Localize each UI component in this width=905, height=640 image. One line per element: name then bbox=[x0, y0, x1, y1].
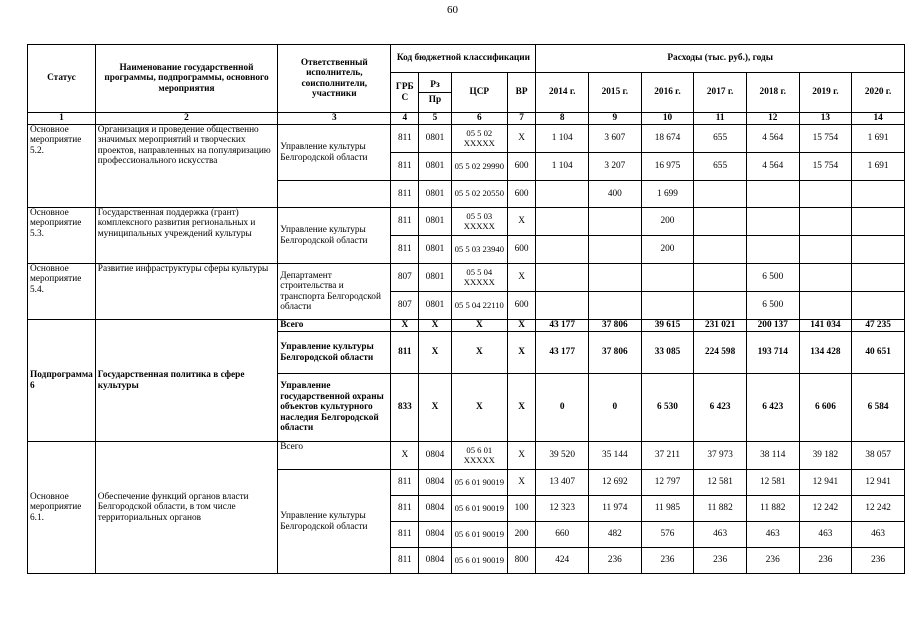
value-cell: 33 085 bbox=[641, 332, 694, 374]
value-cell: 40 651 bbox=[852, 332, 905, 374]
value-cell: 655 bbox=[694, 125, 747, 153]
rzpr-cell: 0804 bbox=[419, 442, 452, 470]
value-cell bbox=[694, 208, 747, 236]
vr-cell: X bbox=[507, 125, 536, 153]
rzpr-cell: 0804 bbox=[419, 470, 452, 496]
value-cell: 39 520 bbox=[536, 442, 589, 470]
value-cell bbox=[589, 236, 642, 264]
value-cell: 1 691 bbox=[852, 125, 905, 153]
csr-cell: 05 6 01 90019 bbox=[451, 522, 507, 548]
grbs-cell: 811 bbox=[391, 181, 419, 208]
value-cell: 38 114 bbox=[746, 442, 799, 470]
executor-cell: Управление культуры Белгородской области bbox=[278, 332, 391, 374]
grbs-cell: 807 bbox=[391, 292, 419, 320]
value-cell: 134 428 bbox=[799, 332, 852, 374]
vr-cell: X bbox=[507, 320, 536, 332]
header-status: Статус bbox=[28, 45, 96, 113]
value-cell: 236 bbox=[694, 548, 747, 574]
value-cell: 236 bbox=[589, 548, 642, 574]
col-number: 3 bbox=[278, 113, 391, 125]
col-number: 14 bbox=[852, 113, 905, 125]
col-number: 6 bbox=[451, 113, 507, 125]
value-cell: 43 177 bbox=[536, 332, 589, 374]
value-cell: 200 bbox=[641, 208, 694, 236]
header-expenses: Расходы (тыс. руб.), годы bbox=[536, 45, 905, 73]
header-rz: Рз bbox=[419, 78, 451, 93]
value-cell: 47 235 bbox=[852, 320, 905, 332]
value-cell: 35 144 bbox=[589, 442, 642, 470]
col-number: 4 bbox=[391, 113, 419, 125]
value-cell bbox=[852, 264, 905, 292]
csr-cell: 05 5 03 23940 bbox=[451, 236, 507, 264]
grbs-cell: X bbox=[391, 320, 419, 332]
col-number: 1 bbox=[28, 113, 96, 125]
value-cell bbox=[799, 236, 852, 264]
value-cell: 38 057 bbox=[852, 442, 905, 470]
vr-cell: X bbox=[507, 374, 536, 442]
table-row-total bbox=[28, 320, 905, 332]
col-number: 2 bbox=[95, 113, 277, 125]
rzpr-cell: 0801 bbox=[419, 181, 452, 208]
value-cell: 463 bbox=[694, 522, 747, 548]
value-cell: 15 754 bbox=[799, 125, 852, 153]
rzpr-cell: 0804 bbox=[419, 548, 452, 574]
executor-cell-empty bbox=[278, 181, 391, 208]
value-cell: 6 606 bbox=[799, 374, 852, 442]
value-cell: 463 bbox=[852, 522, 905, 548]
col-number: 8 bbox=[536, 113, 589, 125]
value-cell: 12 581 bbox=[746, 470, 799, 496]
value-cell bbox=[641, 292, 694, 320]
grbs-cell: 811 bbox=[391, 496, 419, 522]
vr-cell: 600 bbox=[507, 181, 536, 208]
csr-cell: 05 6 01 90019 bbox=[451, 548, 507, 574]
value-cell: 13 407 bbox=[536, 470, 589, 496]
value-cell: 0 bbox=[536, 374, 589, 442]
grbs-cell: 811 bbox=[391, 470, 419, 496]
value-cell: 12 242 bbox=[799, 496, 852, 522]
value-cell: 141 034 bbox=[799, 320, 852, 332]
table-row bbox=[28, 208, 905, 236]
header-year: 2015 г. bbox=[589, 73, 642, 113]
value-cell bbox=[799, 292, 852, 320]
csr-cell: 05 5 04 22110 bbox=[451, 292, 507, 320]
value-cell: 4 564 bbox=[746, 153, 799, 181]
value-cell bbox=[589, 208, 642, 236]
csr-cell: 05 5 02 29990 bbox=[451, 153, 507, 181]
value-cell: 463 bbox=[746, 522, 799, 548]
status-cell: Основное мероприятие 5.3. bbox=[28, 208, 96, 264]
executor-cell: Управление государственной охраны объектов культурного наследия Белгородской области bbox=[278, 374, 391, 442]
value-cell: 6 530 bbox=[641, 374, 694, 442]
csr-cell: 05 5 02 20550 bbox=[451, 181, 507, 208]
header-grbs: ГРБ С bbox=[391, 73, 419, 113]
name-cell: Обеспечение функций органов власти Белгородской области, в том числе территориальных органов bbox=[95, 442, 277, 574]
vr-cell: 800 bbox=[507, 548, 536, 574]
csr-cell: X bbox=[451, 332, 507, 374]
table-row bbox=[28, 125, 905, 153]
value-cell: 193 714 bbox=[746, 332, 799, 374]
executor-cell: Департамент строительства и транспорта Белгородской области bbox=[278, 264, 391, 320]
rzpr-cell: X bbox=[419, 374, 452, 442]
vr-cell: 600 bbox=[507, 153, 536, 181]
header-budget-code: Код бюджетной классификации bbox=[391, 45, 536, 73]
value-cell: 37 211 bbox=[641, 442, 694, 470]
value-cell: 18 674 bbox=[641, 125, 694, 153]
value-cell: 37 806 bbox=[589, 332, 642, 374]
csr-cell: 05 6 01 90019 bbox=[451, 496, 507, 522]
value-cell: 12 242 bbox=[852, 496, 905, 522]
value-cell: 0 bbox=[589, 374, 642, 442]
grbs-cell: 811 bbox=[391, 153, 419, 181]
status-cell: Основное мероприятие 5.2. bbox=[28, 125, 96, 208]
value-cell bbox=[694, 236, 747, 264]
vr-cell: X bbox=[507, 442, 536, 470]
value-cell bbox=[852, 236, 905, 264]
value-cell bbox=[852, 181, 905, 208]
value-cell bbox=[641, 264, 694, 292]
rzpr-cell: X bbox=[419, 332, 452, 374]
vr-cell: 200 bbox=[507, 522, 536, 548]
value-cell: 37 806 bbox=[589, 320, 642, 332]
csr-cell: X bbox=[451, 320, 507, 332]
value-cell bbox=[536, 208, 589, 236]
header-row bbox=[28, 45, 905, 73]
name-cell: Развитие инфраструктуры сферы культуры bbox=[95, 264, 277, 320]
header-executor: Ответственный исполнитель, соисполнители, участники bbox=[278, 45, 391, 113]
value-cell bbox=[746, 181, 799, 208]
rzpr-cell: 0801 bbox=[419, 236, 452, 264]
rzpr-cell: 0801 bbox=[419, 292, 452, 320]
header-name: Наименование государственной программы, подпрограммы, основного мероприятия bbox=[95, 45, 277, 113]
vr-cell: 100 bbox=[507, 496, 536, 522]
status-cell: Подпрограмма 6 bbox=[28, 320, 96, 442]
rzpr-cell: 0801 bbox=[419, 208, 452, 236]
page-number: 60 bbox=[447, 4, 458, 16]
value-cell: 200 bbox=[641, 236, 694, 264]
value-cell: 12 941 bbox=[852, 470, 905, 496]
value-cell: 43 177 bbox=[536, 320, 589, 332]
value-cell bbox=[589, 292, 642, 320]
value-cell bbox=[536, 292, 589, 320]
col-number: 11 bbox=[694, 113, 747, 125]
executor-cell: Управление культуры Белгородской области bbox=[278, 470, 391, 574]
value-cell: 236 bbox=[746, 548, 799, 574]
rzpr-cell: 0801 bbox=[419, 153, 452, 181]
value-cell bbox=[536, 236, 589, 264]
value-cell bbox=[694, 264, 747, 292]
csr-cell: 05 5 02 XXXXX bbox=[451, 125, 507, 153]
value-cell bbox=[799, 181, 852, 208]
grbs-cell: 807 bbox=[391, 264, 419, 292]
vr-cell: X bbox=[507, 264, 536, 292]
value-cell: 236 bbox=[641, 548, 694, 574]
value-cell: 12 581 bbox=[694, 470, 747, 496]
value-cell bbox=[852, 292, 905, 320]
grbs-cell: 833 bbox=[391, 374, 419, 442]
value-cell: 424 bbox=[536, 548, 589, 574]
value-cell: 12 941 bbox=[799, 470, 852, 496]
header-rz-pr bbox=[419, 73, 452, 113]
grbs-cell: X bbox=[391, 442, 419, 470]
value-cell: 576 bbox=[641, 522, 694, 548]
value-cell: 12 323 bbox=[536, 496, 589, 522]
value-cell: 11 974 bbox=[589, 496, 642, 522]
value-cell bbox=[799, 208, 852, 236]
grbs-cell: 811 bbox=[391, 548, 419, 574]
name-cell: Государственная поддержка (грант) комплексного развития региональных и муниципальных учреждений культуры bbox=[95, 208, 277, 264]
value-cell: 660 bbox=[536, 522, 589, 548]
value-cell: 1 691 bbox=[852, 153, 905, 181]
value-cell bbox=[536, 264, 589, 292]
header-year: 2020 г. bbox=[852, 73, 905, 113]
value-cell: 231 021 bbox=[694, 320, 747, 332]
value-cell: 224 598 bbox=[694, 332, 747, 374]
grbs-cell: 811 bbox=[391, 236, 419, 264]
value-cell bbox=[694, 181, 747, 208]
value-cell: 4 564 bbox=[746, 125, 799, 153]
value-cell: 39 615 bbox=[641, 320, 694, 332]
header-vr: ВР bbox=[507, 73, 536, 113]
csr-cell: 05 5 03 XXXXX bbox=[451, 208, 507, 236]
executor-cell: Всего bbox=[278, 442, 391, 470]
status-cell: Основное мероприятие 5.4. bbox=[28, 264, 96, 320]
value-cell: 236 bbox=[852, 548, 905, 574]
header-year: 2017 г. bbox=[694, 73, 747, 113]
value-cell: 15 754 bbox=[799, 153, 852, 181]
rzpr-cell: 0801 bbox=[419, 264, 452, 292]
name-cell: Государственная политика в сфере культуры bbox=[95, 320, 277, 442]
header-csr: ЦСР bbox=[451, 73, 507, 113]
vr-cell: 600 bbox=[507, 236, 536, 264]
value-cell: 482 bbox=[589, 522, 642, 548]
value-cell: 11 882 bbox=[746, 496, 799, 522]
value-cell: 6 584 bbox=[852, 374, 905, 442]
value-cell: 655 bbox=[694, 153, 747, 181]
value-cell: 37 973 bbox=[694, 442, 747, 470]
budget-expenses-table bbox=[27, 44, 905, 574]
value-cell bbox=[746, 236, 799, 264]
value-cell bbox=[536, 181, 589, 208]
name-cell: Организация и проведение общественно значимых мероприятий и творческих проектов, направленных на популяризацию профессионального искусства bbox=[95, 125, 277, 208]
header-year: 2014 г. bbox=[536, 73, 589, 113]
col-number: 9 bbox=[589, 113, 642, 125]
grbs-cell: 811 bbox=[391, 208, 419, 236]
vr-cell: X bbox=[507, 332, 536, 374]
value-cell: 1 104 bbox=[536, 153, 589, 181]
executor-cell: Управление культуры Белгородской области bbox=[278, 208, 391, 264]
value-cell: 1 104 bbox=[536, 125, 589, 153]
col-number: 10 bbox=[641, 113, 694, 125]
value-cell: 3 607 bbox=[589, 125, 642, 153]
rzpr-cell: 0804 bbox=[419, 522, 452, 548]
value-cell bbox=[694, 292, 747, 320]
csr-cell: 05 6 01 XXXXX bbox=[451, 442, 507, 470]
column-number-row bbox=[28, 113, 905, 125]
status-cell: Основное мероприятие 6.1. bbox=[28, 442, 96, 574]
col-number: 5 bbox=[419, 113, 452, 125]
rzpr-cell: X bbox=[419, 320, 452, 332]
value-cell: 6 423 bbox=[694, 374, 747, 442]
col-number: 7 bbox=[507, 113, 536, 125]
value-cell: 3 207 bbox=[589, 153, 642, 181]
value-cell: 200 137 bbox=[746, 320, 799, 332]
value-cell: 16 975 bbox=[641, 153, 694, 181]
table-row bbox=[28, 442, 905, 470]
col-number: 13 bbox=[799, 113, 852, 125]
header-pr: Пр bbox=[428, 95, 442, 105]
vr-cell: X bbox=[507, 208, 536, 236]
table-row bbox=[28, 264, 905, 292]
vr-cell: X bbox=[507, 470, 536, 496]
value-cell bbox=[746, 208, 799, 236]
value-cell bbox=[589, 264, 642, 292]
value-cell: 6 500 bbox=[746, 292, 799, 320]
executor-cell: Всего bbox=[278, 320, 391, 332]
col-number: 12 bbox=[746, 113, 799, 125]
vr-cell: 600 bbox=[507, 292, 536, 320]
value-cell: 1 699 bbox=[641, 181, 694, 208]
rzpr-cell: 0801 bbox=[419, 125, 452, 153]
rzpr-cell: 0804 bbox=[419, 496, 452, 522]
value-cell: 6 423 bbox=[746, 374, 799, 442]
header-year: 2018 г. bbox=[746, 73, 799, 113]
value-cell: 236 bbox=[799, 548, 852, 574]
grbs-cell: 811 bbox=[391, 522, 419, 548]
header-year: 2019 г. bbox=[799, 73, 852, 113]
executor-cell: Управление культуры Белгородской области bbox=[278, 125, 391, 181]
header-year: 2016 г. bbox=[641, 73, 694, 113]
value-cell: 39 182 bbox=[799, 442, 852, 470]
value-cell: 11 882 bbox=[694, 496, 747, 522]
csr-cell: 05 5 04 XXXXX bbox=[451, 264, 507, 292]
csr-cell: X bbox=[451, 374, 507, 442]
value-cell: 12 692 bbox=[589, 470, 642, 496]
grbs-cell: 811 bbox=[391, 332, 419, 374]
value-cell: 400 bbox=[589, 181, 642, 208]
value-cell: 12 797 bbox=[641, 470, 694, 496]
value-cell bbox=[799, 264, 852, 292]
value-cell: 6 500 bbox=[746, 264, 799, 292]
csr-cell: 05 6 01 90019 bbox=[451, 470, 507, 496]
value-cell bbox=[852, 208, 905, 236]
grbs-cell: 811 bbox=[391, 125, 419, 153]
value-cell: 463 bbox=[799, 522, 852, 548]
value-cell: 11 985 bbox=[641, 496, 694, 522]
